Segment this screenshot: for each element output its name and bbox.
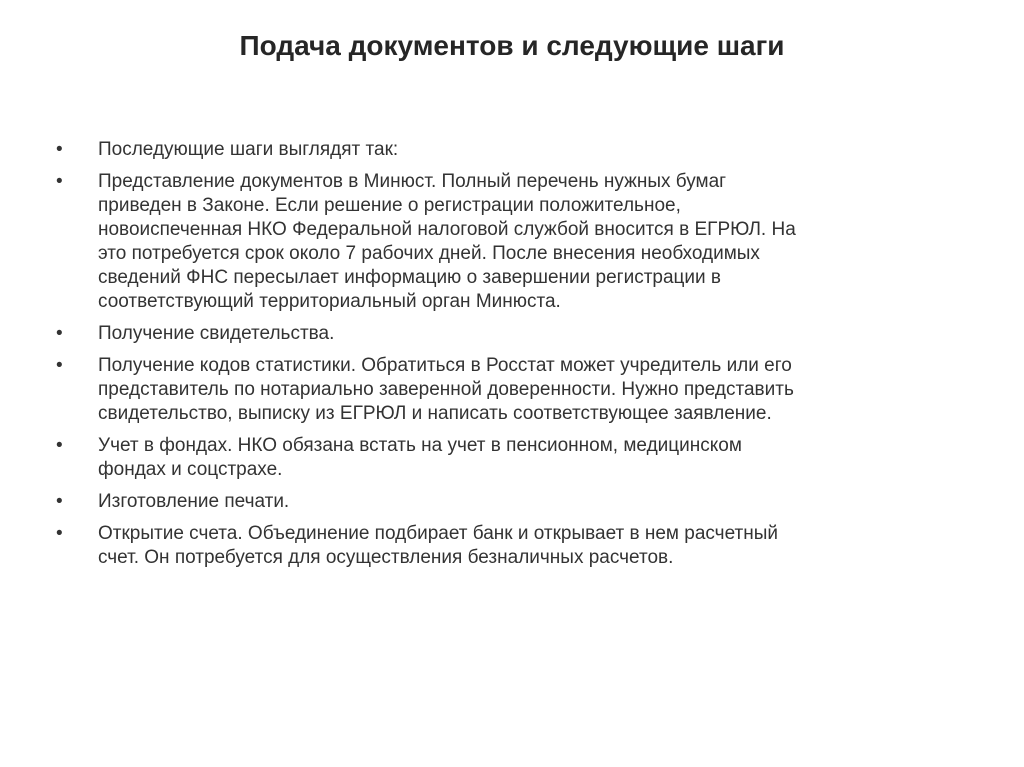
bullet-line: фондах и соцстрахе. (98, 459, 283, 480)
bullet-line: сведений ФНС пересылает информацию о завершении регистрации в (98, 267, 722, 288)
bullet-text (98, 354, 976, 426)
bullet-line: приведен в Законе. Если решение о регистрации положительное, (98, 195, 681, 216)
bullet-item-steps-intro (56, 138, 976, 162)
bullet-line: соответствующий территориальный орган Минюста. (98, 291, 561, 312)
bullet-text (98, 522, 976, 570)
bullet-line: счет. Он потребуется для осуществления безналичных расчетов. (98, 547, 674, 568)
bullet-line: свидетельство, выписку из ЕГРЮЛ и написать соответствующее заявление. (98, 403, 772, 424)
slide-title: Подача документов и следующие шаги (239, 30, 785, 61)
bullet-item-seal (56, 490, 976, 514)
bullet-icon: • (56, 139, 63, 160)
bullet-line: новоиспеченная НКО Федеральной налоговой службой вносится в ЕГРЮЛ. На (98, 219, 796, 240)
bullet-icon: • (56, 171, 63, 192)
bullet-icon: • (56, 491, 63, 512)
bullet-line: Изготовление печати. (98, 491, 290, 512)
bullet-text (98, 434, 976, 482)
bullet-line: Последующие шаги выглядят так: (98, 139, 399, 160)
bullet-line: это потребуется срок около 7 рабочих дней. После внесения необходимых (98, 243, 760, 264)
bullet-line: Учет в фондах. НКО обязана встать на учет в пенсионном, медицинском (98, 435, 742, 456)
bullet-item-bank-account (56, 522, 976, 570)
bullet-item-statistics-codes (56, 354, 976, 426)
bullet-line: представитель по нотариально заверенной доверенности. Нужно представить (98, 379, 794, 400)
bullet-icon: • (56, 523, 63, 544)
bullet-text (98, 170, 976, 314)
bullet-line: Представление документов в Минюст. Полный перечень нужных бумаг (98, 171, 727, 192)
bullet-item-funds-registration (56, 434, 976, 482)
bullet-icon: • (56, 435, 63, 456)
bullet-text (98, 138, 976, 162)
bullet-list (56, 138, 976, 578)
bullet-item-ministry-submission (56, 170, 976, 314)
bullet-text (98, 490, 976, 514)
bullet-line: Получение свидетельства. (98, 323, 335, 344)
bullet-icon: • (56, 323, 63, 344)
bullet-text (98, 322, 976, 346)
bullet-icon: • (56, 355, 63, 376)
bullet-line: Получение кодов статистики. Обратиться в Росстат может учредитель или его (98, 355, 792, 376)
bullet-item-certificate (56, 322, 976, 346)
bullet-line: Открытие счета. Объединение подбирает банк и открывает в нем расчетный (98, 523, 778, 544)
